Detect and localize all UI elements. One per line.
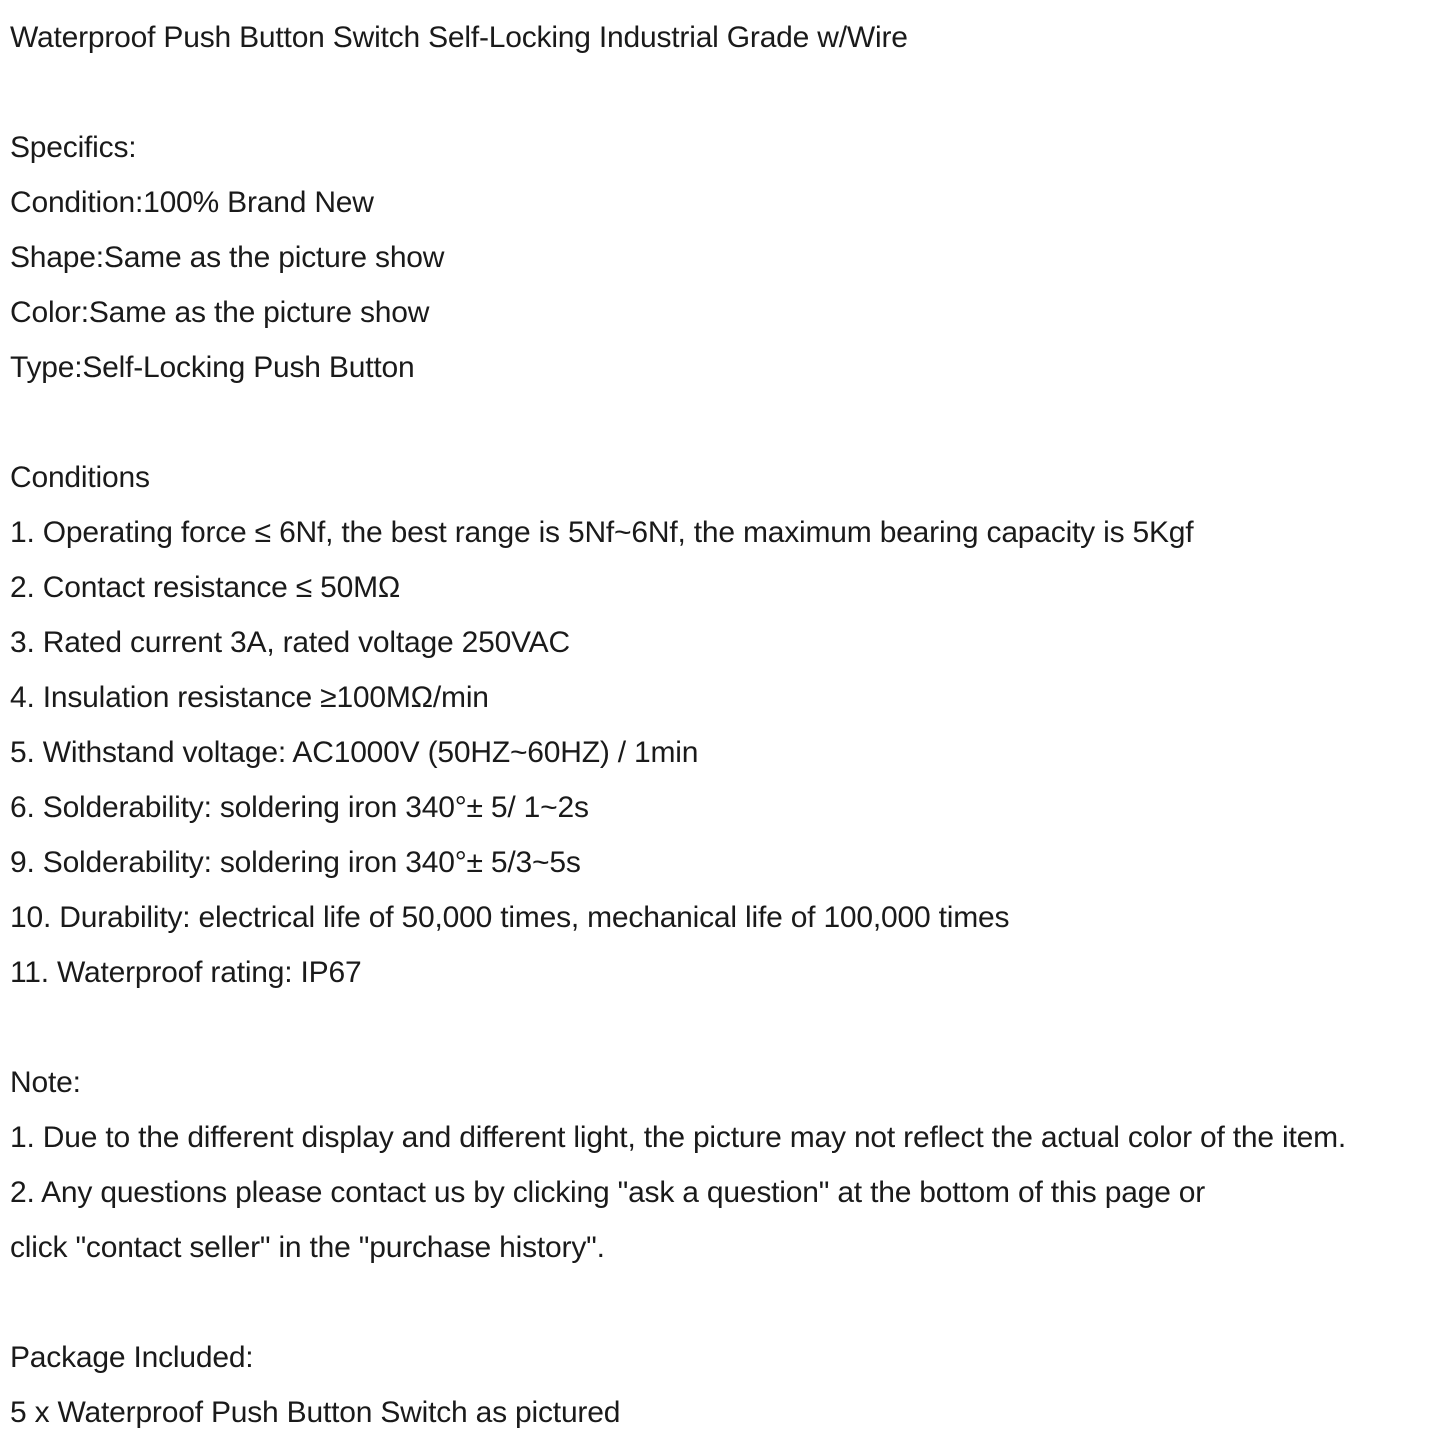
spec-condition: Condition:100% Brand New [10,186,374,219]
note-heading: Note: [10,1066,81,1099]
conditions-section [10,450,1445,1000]
section-gap [10,1000,1445,1055]
condition-item: 6. Solderability: soldering iron 340°± 5/ 1~2s [10,791,589,824]
condition-item: 3. Rated current 3A, rated voltage 250VAC [10,626,570,659]
spec-color: Color:Same as the picture show [10,296,430,329]
condition-item: 11. Waterproof rating: IP67 [10,956,362,989]
condition-item: 9. Solderability: soldering iron 340°± 5/3~5s [10,846,581,879]
package-section [10,1330,1445,1440]
section-gap [10,1275,1445,1330]
spec-shape: Shape:Same as the picture show [10,241,445,274]
note-section [10,1055,1445,1275]
condition-item: 1. Operating force ≤ 6Nf, the best range is 5Nf~6Nf, the maximum bearing capacity is 5Kgf [10,516,1194,549]
note-line: click "contact seller" in the "purchase history". [10,1231,605,1264]
condition-item: 10. Durability: electrical life of 50,000 times, mechanical life of 100,000 times [10,901,1010,934]
section-gap [10,395,1445,450]
spec-type: Type:Self-Locking Push Button [10,351,415,384]
condition-item: 5. Withstand voltage: AC1000V (50HZ~60HZ) / 1min [10,736,699,769]
conditions-heading: Conditions [10,461,150,494]
condition-item: 2. Contact resistance ≤ 50MΩ [10,571,401,604]
specifics-heading: Specifics: [10,131,137,164]
note-line: 2. Any questions please contact us by clicking "ask a question" at the bottom of this page or [10,1176,1206,1209]
section-gap [10,65,1445,120]
condition-item: 4. Insulation resistance ≥100MΩ/min [10,681,489,714]
specifics-section [10,120,1445,395]
package-heading: Package Included: [10,1341,254,1374]
note-line: 1. Due to the different display and different light, the picture may not reflect the actual color of the item. [10,1121,1346,1154]
package-line: 5 x Waterproof Push Button Switch as pictured [10,1396,621,1429]
page-title: Waterproof Push Button Switch Self-Locking Industrial Grade w/Wire [10,21,908,54]
